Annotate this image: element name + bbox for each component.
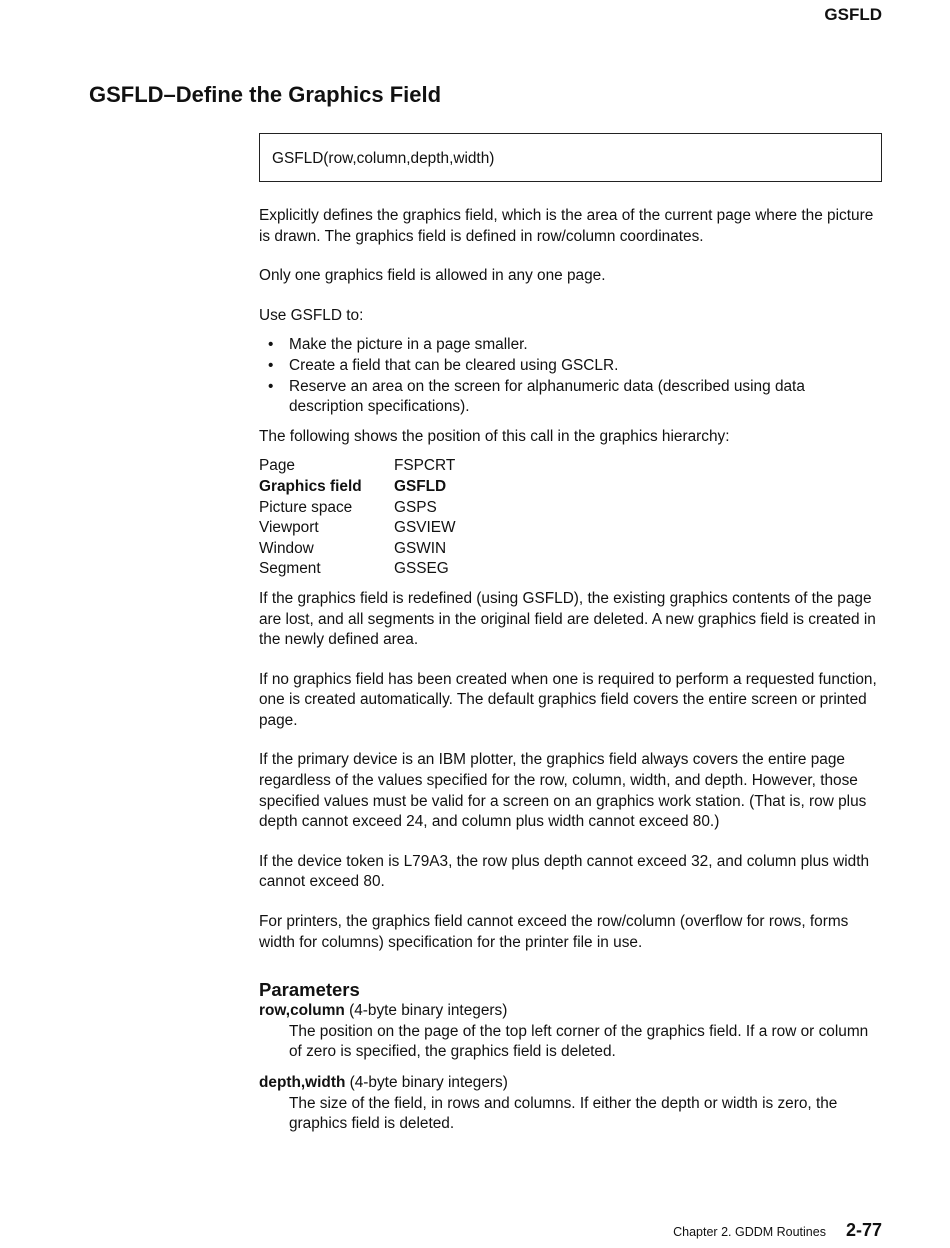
bullet-icon: • <box>268 377 274 395</box>
footer-chapter: Chapter 2. GDDM Routines <box>673 1225 826 1239</box>
parameter-header <box>259 1001 882 1022</box>
list-item <box>259 335 882 356</box>
parameter-header <box>259 1073 882 1094</box>
table-row <box>259 539 456 560</box>
table-row <box>259 498 456 519</box>
hierarchy-call: GSSEG <box>394 560 449 578</box>
body-paragraph: For printers, the graphics field cannot exceed the row/column (overflow for rows, forms width for columns) specification for the printer file in use. <box>259 913 849 951</box>
hierarchy-level: Picture space <box>259 498 353 516</box>
hierarchy-call: GSVIEW <box>394 519 456 537</box>
hierarchy-level: Window <box>259 539 314 557</box>
hierarchy-level: Viewport <box>259 519 319 537</box>
body-paragraph: If no graphics field has been created when one is required to perform a requested function, one is created automatically. The default graphics field covers the entire screen or printed page. <box>259 670 877 729</box>
parameter-description: The size of the field, in rows and columns. If either the depth or width is zero, the graphics field is deleted. <box>289 1094 838 1133</box>
hierarchy-call: GSPS <box>394 498 437 516</box>
table-row <box>259 456 456 477</box>
main-content <box>259 133 882 1145</box>
list-item <box>259 377 882 418</box>
hierarchy-level: Page <box>259 457 295 475</box>
list-item <box>259 356 882 377</box>
list-item-text: Reserve an area on the screen for alphanumeric data (described using data description specifications). <box>289 377 805 416</box>
parameter-type: (4-byte binary integers) <box>344 1002 508 1020</box>
parameter-type: (4-byte binary integers) <box>345 1074 508 1091</box>
hierarchy-call: GSFLD <box>394 477 447 495</box>
table-row <box>259 518 456 539</box>
running-head: GSFLD <box>824 5 882 24</box>
parameter-name: row,column <box>259 1002 345 1020</box>
hierarchy-call: FSPCRT <box>394 457 456 475</box>
syntax-box: GSFLD(row,column,depth,width) <box>259 133 882 182</box>
hierarchy-table <box>259 456 456 580</box>
hierarchy-call: GSWIN <box>394 539 447 557</box>
list-item-text: Make the picture in a page smaller. <box>289 336 528 354</box>
intro-paragraph: Explicitly defines the graphics field, which is the area of the current page where the picture is drawn. The graphics field is defined in row/column coordinates. <box>259 207 874 245</box>
hierarchy-level: Segment <box>259 560 321 578</box>
parameter-name: depth,width <box>259 1074 346 1091</box>
page-number: 2-77 <box>845 1220 882 1240</box>
bullet-icon: • <box>268 336 274 354</box>
list-item-text: Create a field that can be cleared using GSCLR. <box>289 356 619 374</box>
uses-list <box>259 335 882 417</box>
table-row <box>259 559 456 580</box>
body-paragraph: If the device token is L79A3, the row plus depth cannot exceed 32, and column plus width cannot exceed 80. <box>259 852 870 891</box>
page-footer <box>673 1220 882 1241</box>
intro-paragraph: Only one graphics field is allowed in any one page. <box>259 267 606 285</box>
hierarchy-level: Graphics field <box>259 477 362 495</box>
body-paragraph: If the primary device is an IBM plotter, the graphics field always covers the entire page regardless of the values specified for the row, column, width, and depth. However, those specified values must be valid for a screen on an graphics work station. (That is, row plus depth cannot exceed 24, and column plus width cannot exceed 80.) <box>259 751 867 831</box>
parameter-description: The position on the page of the top left corner of the graphics field. If a row or column of zero is specified, the graphics field is deleted. <box>289 1022 869 1061</box>
page-title: GSFLD–Define the Graphics Field <box>89 82 442 107</box>
parameter-entry <box>259 1001 882 1063</box>
body-paragraph: If the graphics field is redefined (using GSFLD), the existing graphics contents of the page are lost, and all segments in the original field are deleted. A new graphics field is created in the newly defined area. <box>259 589 876 649</box>
table-row-current <box>259 477 456 498</box>
bullet-icon: • <box>268 356 274 374</box>
parameters-heading: Parameters <box>259 979 360 1001</box>
parameter-entry <box>259 1073 882 1135</box>
hierarchy-intro: The following shows the position of this call in the graphics hierarchy: <box>259 427 730 445</box>
use-intro: Use GSFLD to: <box>259 306 364 324</box>
